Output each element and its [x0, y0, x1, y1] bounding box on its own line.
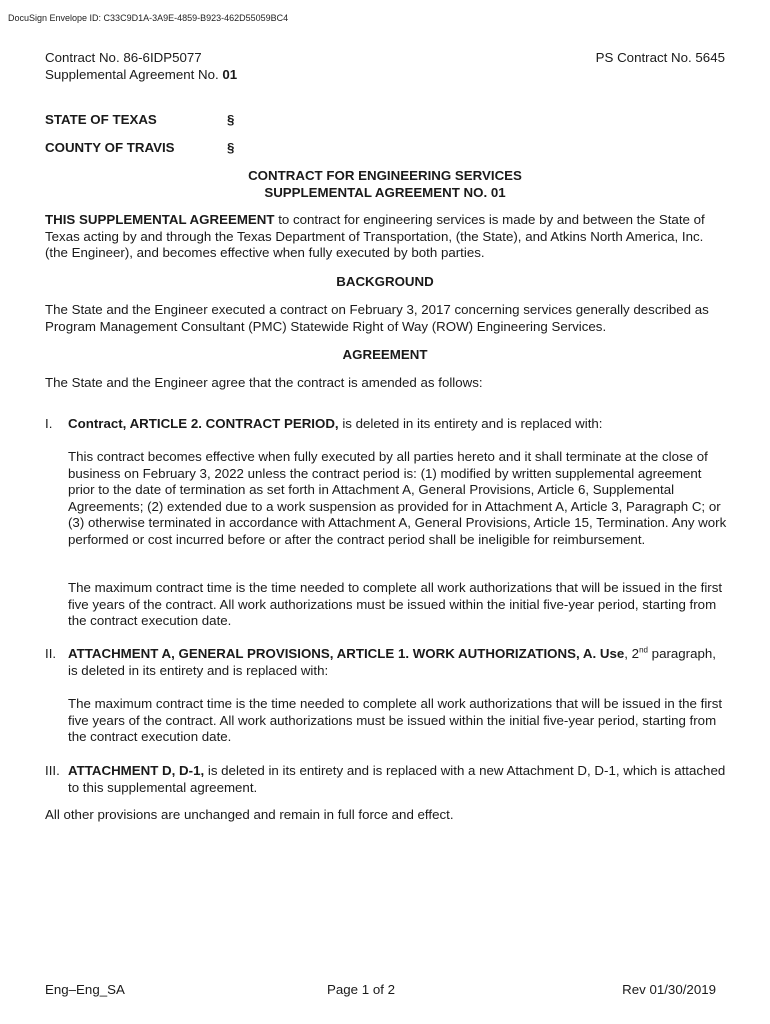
section-2-text-b: paragraph, is deleted in its entirety and is replaced with:	[68, 646, 716, 678]
background-text: The State and the Engineer executed a contract on February 3, 2017 concerning services generally described as Program Management Consultant (PMC) Statewide Right of Way (ROW) Engineering Services.	[45, 302, 709, 334]
footer-revision-date: Rev 01/30/2019	[622, 982, 716, 997]
footer-page-number: Page 1 of 2	[327, 982, 396, 997]
county-of-travis: COUNTY OF TRAVIS	[45, 140, 175, 155]
closing-statement: All other provisions are unchanged and remain in full force and effect.	[45, 807, 454, 822]
agreement-heading: AGREEMENT	[342, 347, 428, 362]
section-symbol-county: §	[227, 140, 235, 155]
state-of-texas: STATE OF TEXAS	[45, 112, 157, 127]
background-heading: BACKGROUND	[336, 274, 434, 289]
intro-paragraph	[45, 212, 725, 262]
intro-text: to contract for engineering services is made by and between the State of Texas acting by and through the Texas Department of Transportation, (the State), and Atkins North America, Inc. (the Engineer), and becomes effective when fully executed by both parties.	[45, 212, 705, 261]
agreement-text: The State and the Engineer agree that the contract is amended as follows:	[45, 375, 483, 390]
footer-form-id: Eng–Eng_SA	[45, 982, 125, 997]
section-3-numeral: III.	[45, 763, 60, 778]
supplemental-number: 01	[222, 66, 238, 82]
section-2-superscript: nd	[639, 645, 648, 655]
section-3-heading	[68, 763, 728, 796]
section-1-paragraph-1: This contract becomes effective when fully executed by all parties hereto and it shall terminate at the close of business on February 3, 2022 unless the contract period is: (1) modified by written supplemental agreement prior to the date of termination as set forth in Attachment A, General Provisions, Article 6, Supplemental Agreements; (2) extended due to a work suspension as provided for in Attachment A, Article 3, Paragraph C; or (3) otherwise terminated in accordance with Attachment A, General Provisions, Article 15, Termination. Any work performed or cost incurred before or after the contract period shall be ineligible for reimbursement.	[68, 449, 727, 547]
supplemental-label: Supplemental Agreement No.	[45, 66, 223, 82]
section-1-text: is deleted in its entirety and is replaced with:	[338, 416, 603, 431]
contract-number: Contract No. 86-6IDP5077	[45, 50, 202, 65]
title-line-2: SUPPLEMENTAL AGREEMENT NO. 01	[264, 184, 506, 200]
section-3-text: is deleted in its entirety and is replaced with a new Attachment D, D-1, which is attached to this supplemental agreement.	[68, 763, 726, 795]
intro-bold: THIS SUPPLEMENTAL AGREEMENT	[45, 212, 275, 227]
section-symbol-state: §	[227, 112, 235, 127]
section-2-numeral: II.	[45, 646, 57, 661]
section-1-bold: Contract, ARTICLE 2. CONTRACT PERIOD,	[68, 416, 339, 431]
contract-number-block	[45, 50, 237, 83]
section-3-bold: ATTACHMENT D, D-1,	[68, 763, 205, 778]
section-2-text-a: , 2	[624, 646, 640, 661]
section-2-heading	[68, 646, 728, 679]
section-2-paragraph-1: The maximum contract time is the time needed to complete all work authorizations that will be issued in the first five years of the contract. All work authorizations must be issued within the initial five-year period, starting from the contract execution date.	[68, 696, 723, 745]
docusign-envelope-id: DocuSign Envelope ID: C33C9D1A-3A9E-4859-B923-462D55059BC4	[8, 13, 289, 23]
section-1-heading	[68, 416, 728, 433]
document-title	[45, 168, 725, 201]
title-line-1: CONTRACT FOR ENGINEERING SERVICES	[248, 168, 522, 183]
supplemental-agreement-number	[45, 67, 237, 84]
section-1-paragraph-2: The maximum contract time is the time needed to complete all work authorizations that will be issued in the first five years of the contract. All work authorizations must be issued within the initial five-year period, starting from the contract execution date.	[68, 580, 723, 629]
ps-contract-number: PS Contract No. 5645	[595, 50, 725, 65]
section-1-numeral: I.	[45, 416, 53, 431]
section-2-bold: ATTACHMENT A, GENERAL PROVISIONS, ARTICLE 1. WORK AUTHORIZATIONS, A. Use	[68, 646, 625, 661]
